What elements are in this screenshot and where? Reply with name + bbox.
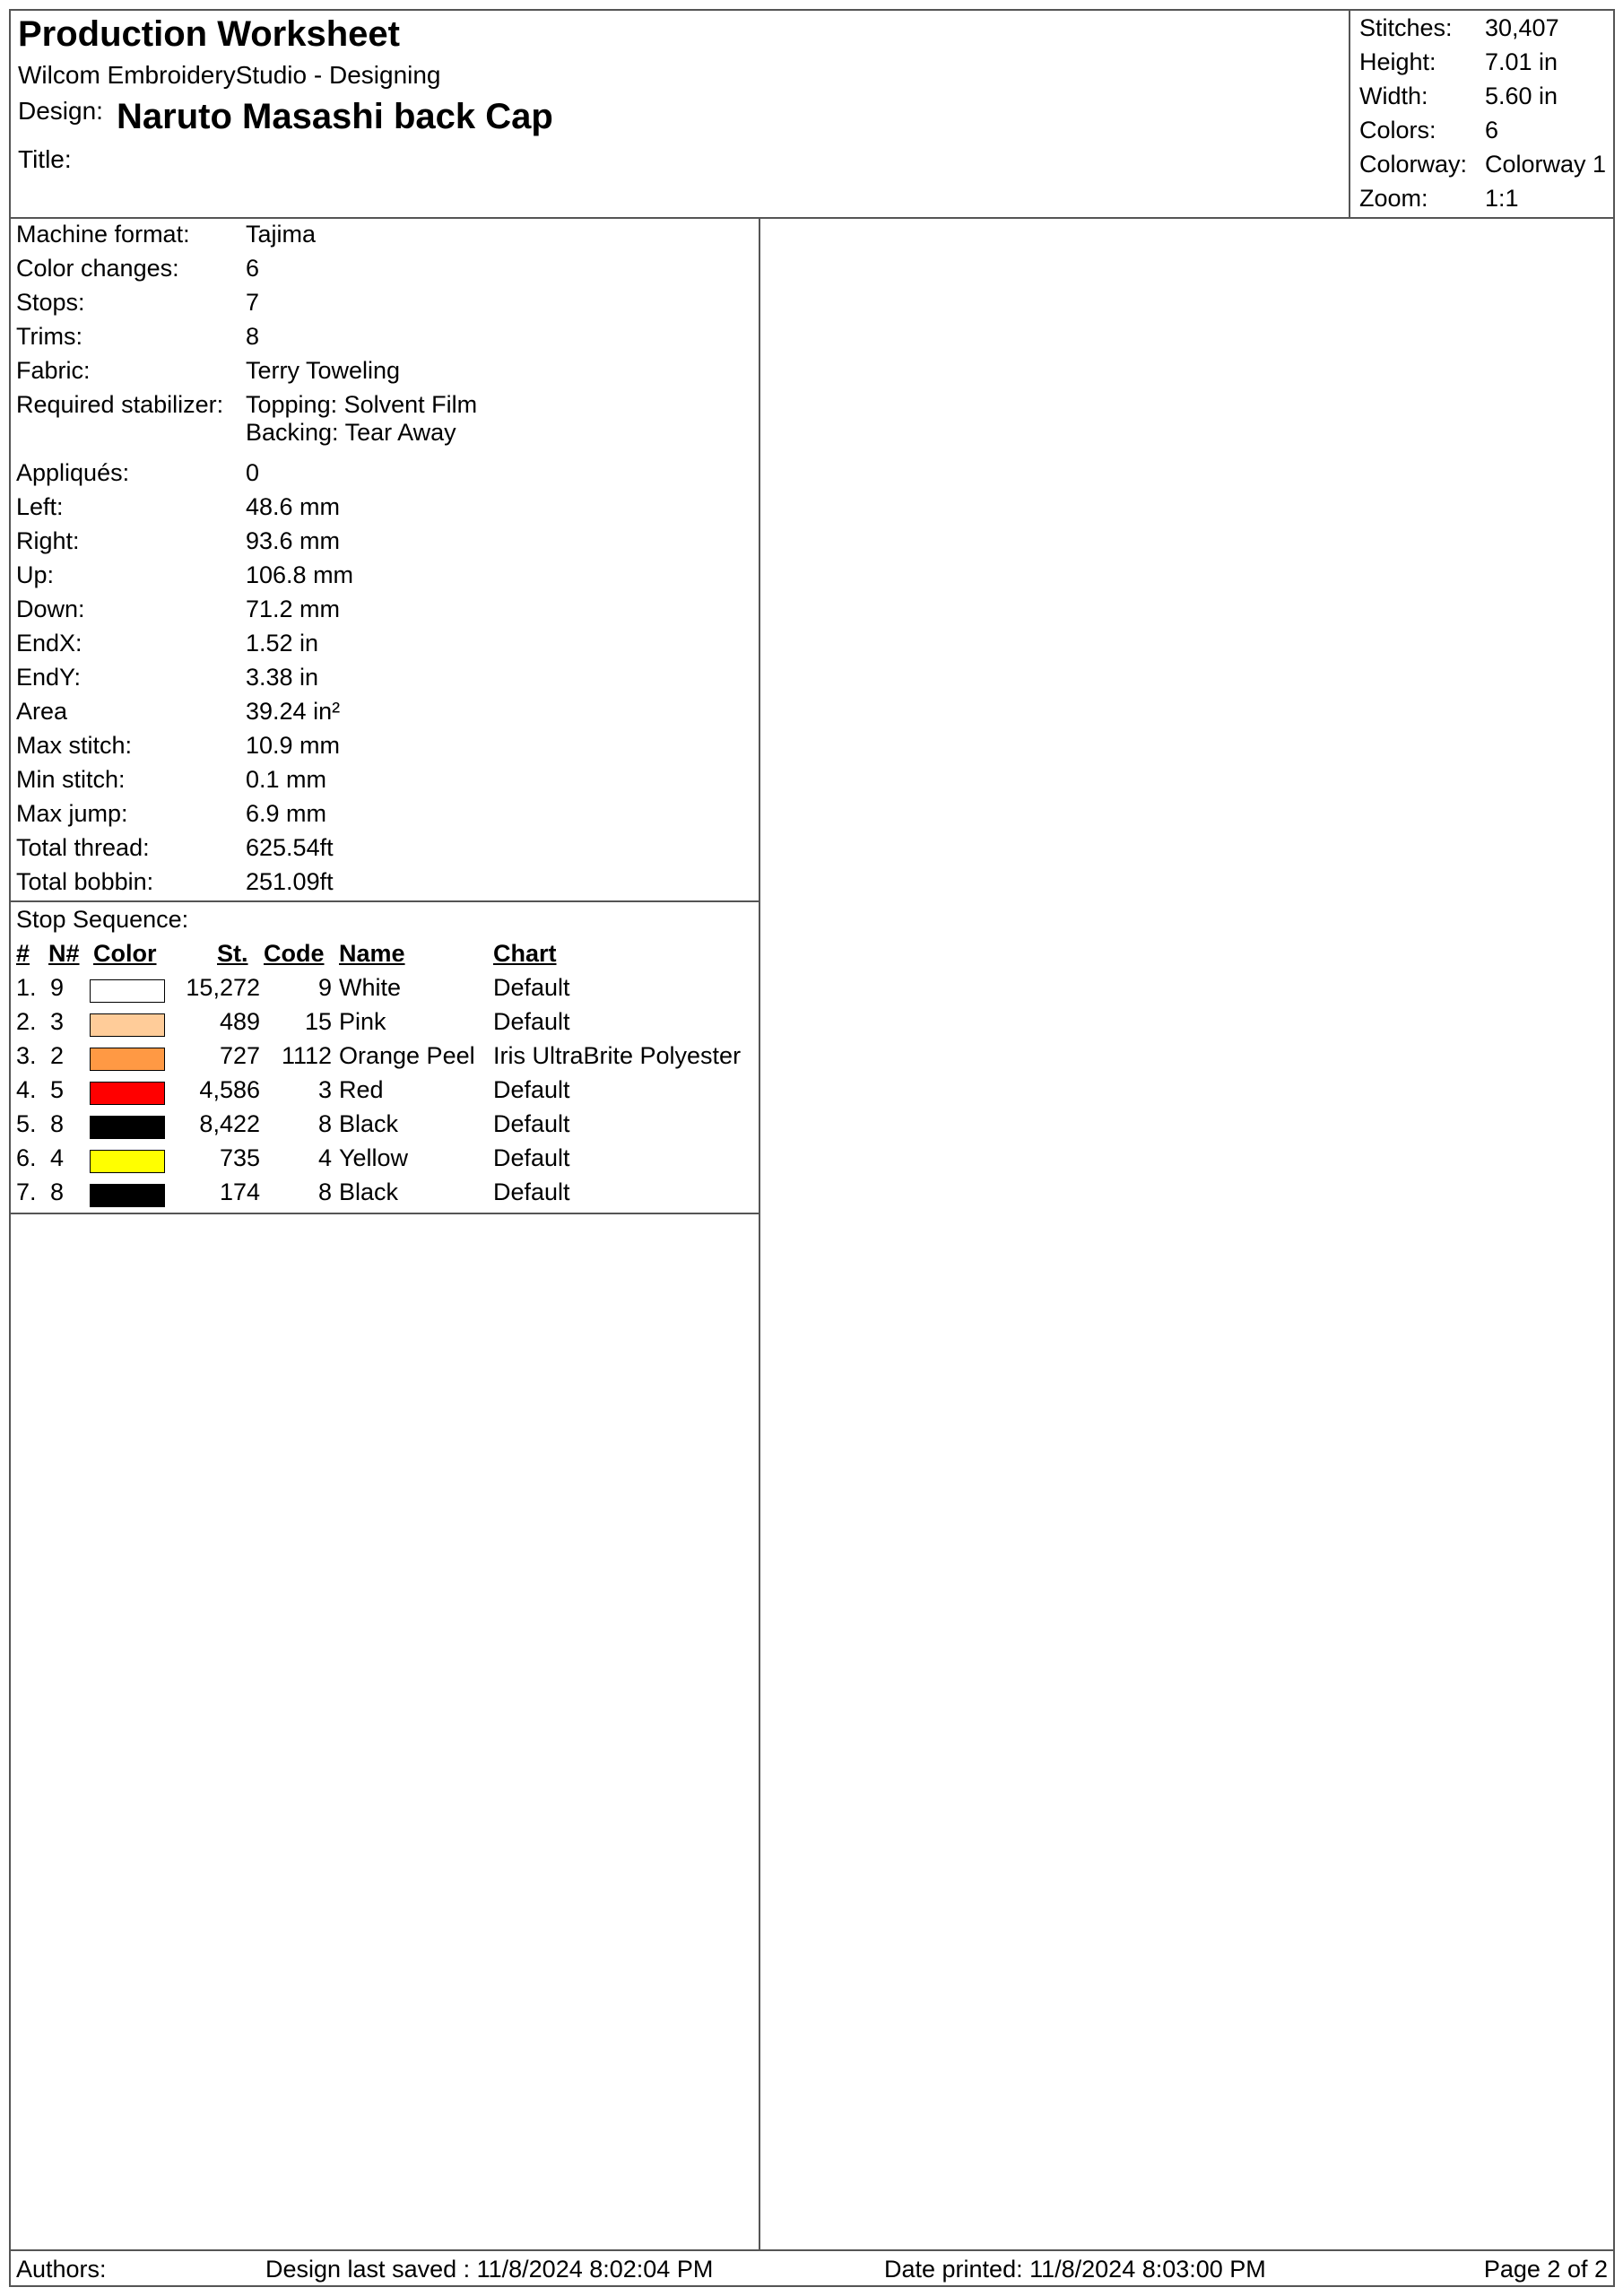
info-value: Backing: Tear Away (246, 419, 456, 446)
info-label: Area (16, 698, 68, 725)
info-value: 39.24 in² (246, 698, 341, 725)
row-name: Pink (339, 1008, 386, 1035)
app-name: Wilcom EmbroideryStudio - Designing (18, 61, 441, 89)
info-label: Machine format: (16, 221, 190, 248)
info-value: 7 (246, 289, 260, 316)
stat-value: 6 (1485, 117, 1499, 144)
info-value: 10.9 mm (246, 732, 341, 759)
color-swatch (90, 1013, 165, 1037)
footer-date-printed: Date printed: 11/8/2024 8:03:00 PM (884, 2256, 1266, 2283)
table-row (11, 1042, 760, 1076)
info-value: 0.1 mm (246, 766, 327, 793)
info-label: Fabric: (16, 357, 91, 384)
design-name: Naruto Masashi back Cap (117, 97, 553, 136)
row-stitches: 174 (219, 1178, 260, 1205)
row-needle: 2 (50, 1042, 65, 1069)
footer-last-saved: Design last saved : 11/8/2024 8:02:04 PM (265, 2256, 714, 2283)
info-value: 48.6 mm (246, 493, 341, 520)
row-num: 3. (16, 1042, 37, 1069)
row-needle: 5 (50, 1076, 65, 1103)
row-chart: Default (493, 1110, 570, 1137)
color-swatch (90, 1116, 165, 1139)
info-value: 8 (246, 323, 260, 350)
row-num: 4. (16, 1076, 37, 1103)
stat-value: Colorway 1 (1485, 151, 1607, 178)
color-swatch (90, 1184, 165, 1207)
row-name: Black (339, 1178, 399, 1205)
stat-row (1359, 117, 1498, 144)
page-title: Production Worksheet (18, 14, 400, 54)
stat-value: 1:1 (1485, 185, 1519, 212)
col-header-name: Name (339, 940, 405, 967)
row-num: 7. (16, 1178, 37, 1205)
row-name: Yellow (339, 1144, 409, 1171)
design-label: Design: (18, 97, 103, 125)
info-value: Terry Toweling (246, 357, 401, 384)
col-header-num: # (16, 940, 30, 967)
info-label: Down: (16, 596, 85, 622)
info-label: Left: (16, 493, 64, 520)
info-value: 0 (246, 459, 260, 486)
col-header-stitches: St. (217, 940, 248, 967)
table-row (11, 1110, 760, 1144)
row-num: 1. (16, 974, 37, 1001)
info-value: 106.8 mm (246, 561, 354, 588)
row-needle: 8 (50, 1178, 65, 1205)
stop-sequence-title: Stop Sequence: (16, 906, 189, 933)
info-value: 6.9 mm (246, 800, 327, 827)
row-stitches: 8,422 (199, 1110, 260, 1137)
info-label: Up: (16, 561, 55, 588)
row-needle: 3 (50, 1008, 65, 1035)
info-value: 93.6 mm (246, 527, 341, 554)
info-value: 3.38 in (246, 664, 319, 691)
info-label: Max stitch: (16, 732, 133, 759)
row-stitches: 4,586 (199, 1076, 260, 1103)
info-value: Tajima (246, 221, 317, 248)
color-swatch (90, 1150, 165, 1173)
stat-label: Stitches: (1359, 14, 1453, 41)
row-code: 9 (317, 974, 332, 1001)
color-swatch (90, 1082, 165, 1105)
row-code: 4 (317, 1144, 332, 1171)
info-value: 71.2 mm (246, 596, 341, 622)
col-header-code: Code (264, 940, 325, 967)
table-row (11, 1144, 760, 1178)
stop-sequence-table (11, 902, 760, 1214)
color-swatch (90, 1048, 165, 1071)
info-label: Required stabilizer: (16, 391, 224, 418)
title-label: Title: (18, 145, 72, 173)
header-left (11, 11, 1350, 217)
col-header-needle: N# (48, 940, 80, 967)
info-value: 1.52 in (246, 630, 319, 657)
info-label: Stops: (16, 289, 85, 316)
table-row (11, 1178, 760, 1213)
row-chart: Iris UltraBrite Polyester (493, 1042, 742, 1069)
stat-label: Colorway: (1359, 151, 1468, 178)
stat-row (1359, 151, 1606, 178)
info-label: Appliqués: (16, 459, 130, 486)
info-label: EndY: (16, 664, 82, 691)
row-chart: Default (493, 1008, 570, 1035)
table-row (11, 1008, 760, 1042)
col-header-color: Color (93, 940, 157, 967)
info-label: Total thread: (16, 834, 150, 861)
col-header-chart: Chart (493, 940, 557, 967)
info-value: Topping: Solvent Film (246, 391, 478, 418)
info-label: Trims: (16, 323, 82, 350)
row-chart: Default (493, 1144, 570, 1171)
stat-row (1359, 185, 1519, 213)
row-code: 3 (317, 1076, 332, 1103)
stat-label: Colors: (1359, 117, 1436, 144)
stat-row (1359, 83, 1558, 110)
worksheet-header (11, 11, 1613, 219)
stat-value: 30,407 (1485, 14, 1559, 41)
row-name: White (339, 974, 402, 1001)
info-label: Min stitch: (16, 766, 126, 793)
footer-authors: Authors: (16, 2256, 107, 2283)
row-chart: Default (493, 974, 570, 1001)
row-needle: 8 (50, 1110, 65, 1137)
stat-value: 5.60 in (1485, 83, 1558, 109)
worksheet-page (9, 9, 1615, 2287)
row-needle: 4 (50, 1144, 65, 1171)
info-label: Color changes: (16, 255, 179, 282)
row-stitches: 735 (219, 1144, 260, 1171)
stat-row (1359, 14, 1559, 42)
stat-label: Width: (1359, 83, 1428, 109)
row-stitches: 489 (219, 1008, 260, 1035)
table-row (11, 1076, 760, 1110)
row-stitches: 15,272 (186, 974, 260, 1001)
row-stitches: 727 (219, 1042, 260, 1069)
row-code: 15 (304, 1008, 332, 1035)
color-swatch (90, 979, 165, 1003)
row-chart: Default (493, 1178, 570, 1205)
info-label: Max jump: (16, 800, 128, 827)
footer-page-number: Page 2 of 2 (1483, 2256, 1608, 2283)
row-needle: 9 (50, 974, 65, 1001)
row-name: Black (339, 1110, 399, 1137)
info-label: Total bobbin: (16, 868, 154, 895)
info-value: 251.09ft (246, 868, 334, 895)
machine-info (11, 219, 760, 902)
row-code: 1112 (281, 1042, 332, 1069)
row-code: 8 (317, 1110, 332, 1137)
info-label: Right: (16, 527, 80, 554)
row-name: Orange Peel (339, 1042, 475, 1069)
row-name: Red (339, 1076, 384, 1103)
row-num: 6. (16, 1144, 37, 1171)
table-row (11, 974, 760, 1008)
info-value: 625.54ft (246, 834, 334, 861)
empty-panel (11, 1214, 760, 2249)
worksheet-footer (11, 2249, 1613, 2285)
row-num: 2. (16, 1008, 37, 1035)
stat-row (1359, 48, 1558, 76)
design-stats (1352, 11, 1613, 217)
row-num: 5. (16, 1110, 37, 1137)
row-code: 8 (317, 1178, 332, 1205)
stat-label: Height: (1359, 48, 1436, 75)
info-label: EndX: (16, 630, 82, 657)
stat-value: 7.01 in (1485, 48, 1558, 75)
stat-label: Zoom: (1359, 185, 1428, 212)
info-value: 6 (246, 255, 260, 282)
row-chart: Default (493, 1076, 570, 1103)
